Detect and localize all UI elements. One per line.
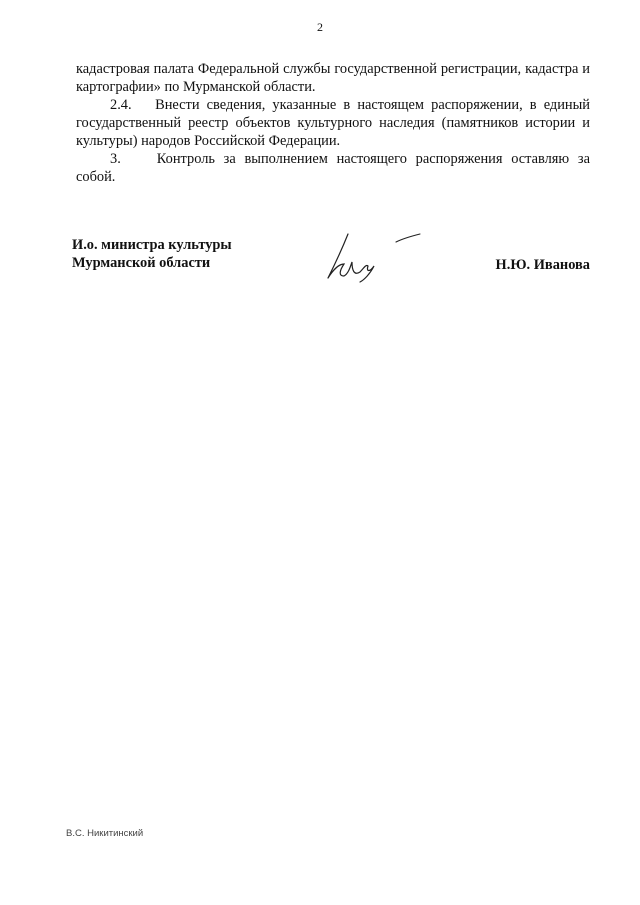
paragraph-continuation	[76, 60, 590, 96]
document-body	[76, 60, 590, 186]
paragraph-text: Внести сведения, указанные в настоящем распоряжении, в единый государственный реестр объектов культурного наследия (памятников истории и культуры) народов Российской Федерации.	[76, 97, 590, 149]
handwritten-signature	[300, 228, 430, 284]
executor-name: В.С. Никитинский	[66, 828, 144, 839]
paragraph-number: 2.4.	[110, 97, 132, 113]
paragraph-3	[76, 150, 590, 186]
signatory-name: Н.Ю. Иванова	[495, 257, 590, 273]
paragraph-number: 3.	[110, 151, 121, 167]
paragraph-text: кадастровая палата Федеральной службы государственной регистрации, кадастра и картографии» по Мурманской области.	[76, 61, 590, 95]
signatory-position	[72, 236, 232, 272]
page-number: 2	[317, 20, 323, 34]
signatory-position-line2: Мурманской области	[72, 255, 211, 271]
paragraph-text: Контроль за выполнением настоящего распоряжения оставляю за собой.	[76, 151, 590, 185]
paragraph-2-4	[76, 96, 590, 150]
signatory-position-line1: И.о. министра культуры	[72, 237, 232, 253]
